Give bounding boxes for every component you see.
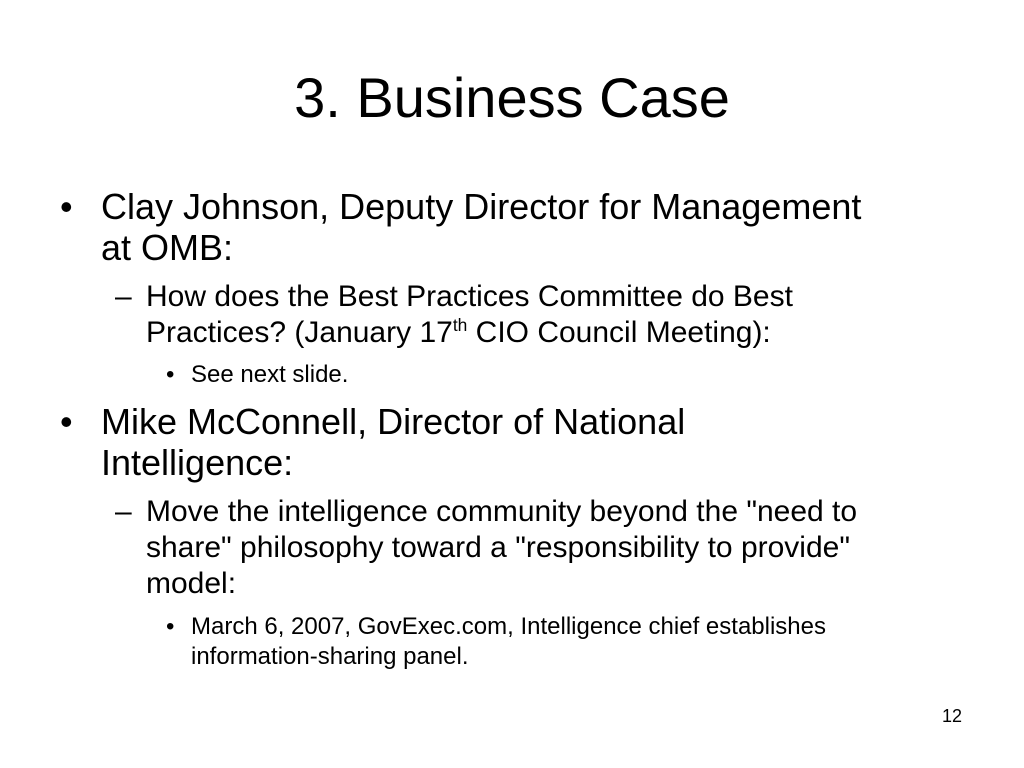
- text-line: at OMB:: [101, 227, 234, 268]
- ordinal-suffix: th: [452, 315, 468, 336]
- text-line: See next slide.: [191, 361, 349, 388]
- sub-item-text: [146, 494, 857, 602]
- bullet-text: [101, 401, 685, 483]
- bullet-icon: •: [166, 361, 175, 388]
- text-line: Clay Johnson, Deputy Director for Management: [101, 186, 862, 227]
- text-line: Mike McConnell, Director of National: [101, 401, 686, 442]
- page-number: 12: [941, 706, 962, 726]
- text-segment: CIO Council Meeting):: [467, 316, 771, 349]
- text-line: information-sharing panel.: [191, 643, 469, 670]
- dash-icon: –: [115, 280, 132, 313]
- sub-item-text: [146, 279, 793, 351]
- text-line: share" philosophy toward a "responsibility to provide": [146, 531, 850, 564]
- bullet-icon: •: [60, 186, 73, 227]
- dash-icon: –: [115, 495, 132, 528]
- bullet-text: [101, 186, 861, 268]
- text-line: March 6, 2007, GovExec.com, Intelligence chief establishes: [191, 613, 826, 640]
- sub-sub-item-text: [191, 360, 348, 390]
- text-line: How does the Best Practices Committee do Best: [146, 280, 793, 313]
- text-segment: Practices? (January 17: [146, 316, 453, 349]
- text-line: [146, 315, 793, 351]
- bullet-icon: •: [60, 401, 73, 442]
- text-line: model:: [146, 567, 237, 600]
- text-line: Move the intelligence community beyond the "need to: [146, 495, 858, 528]
- sub-sub-item-text: [191, 612, 826, 672]
- text-line: Intelligence:: [101, 442, 294, 483]
- slide-title: 3. Business Case: [294, 66, 730, 129]
- bullet-icon: •: [166, 613, 175, 640]
